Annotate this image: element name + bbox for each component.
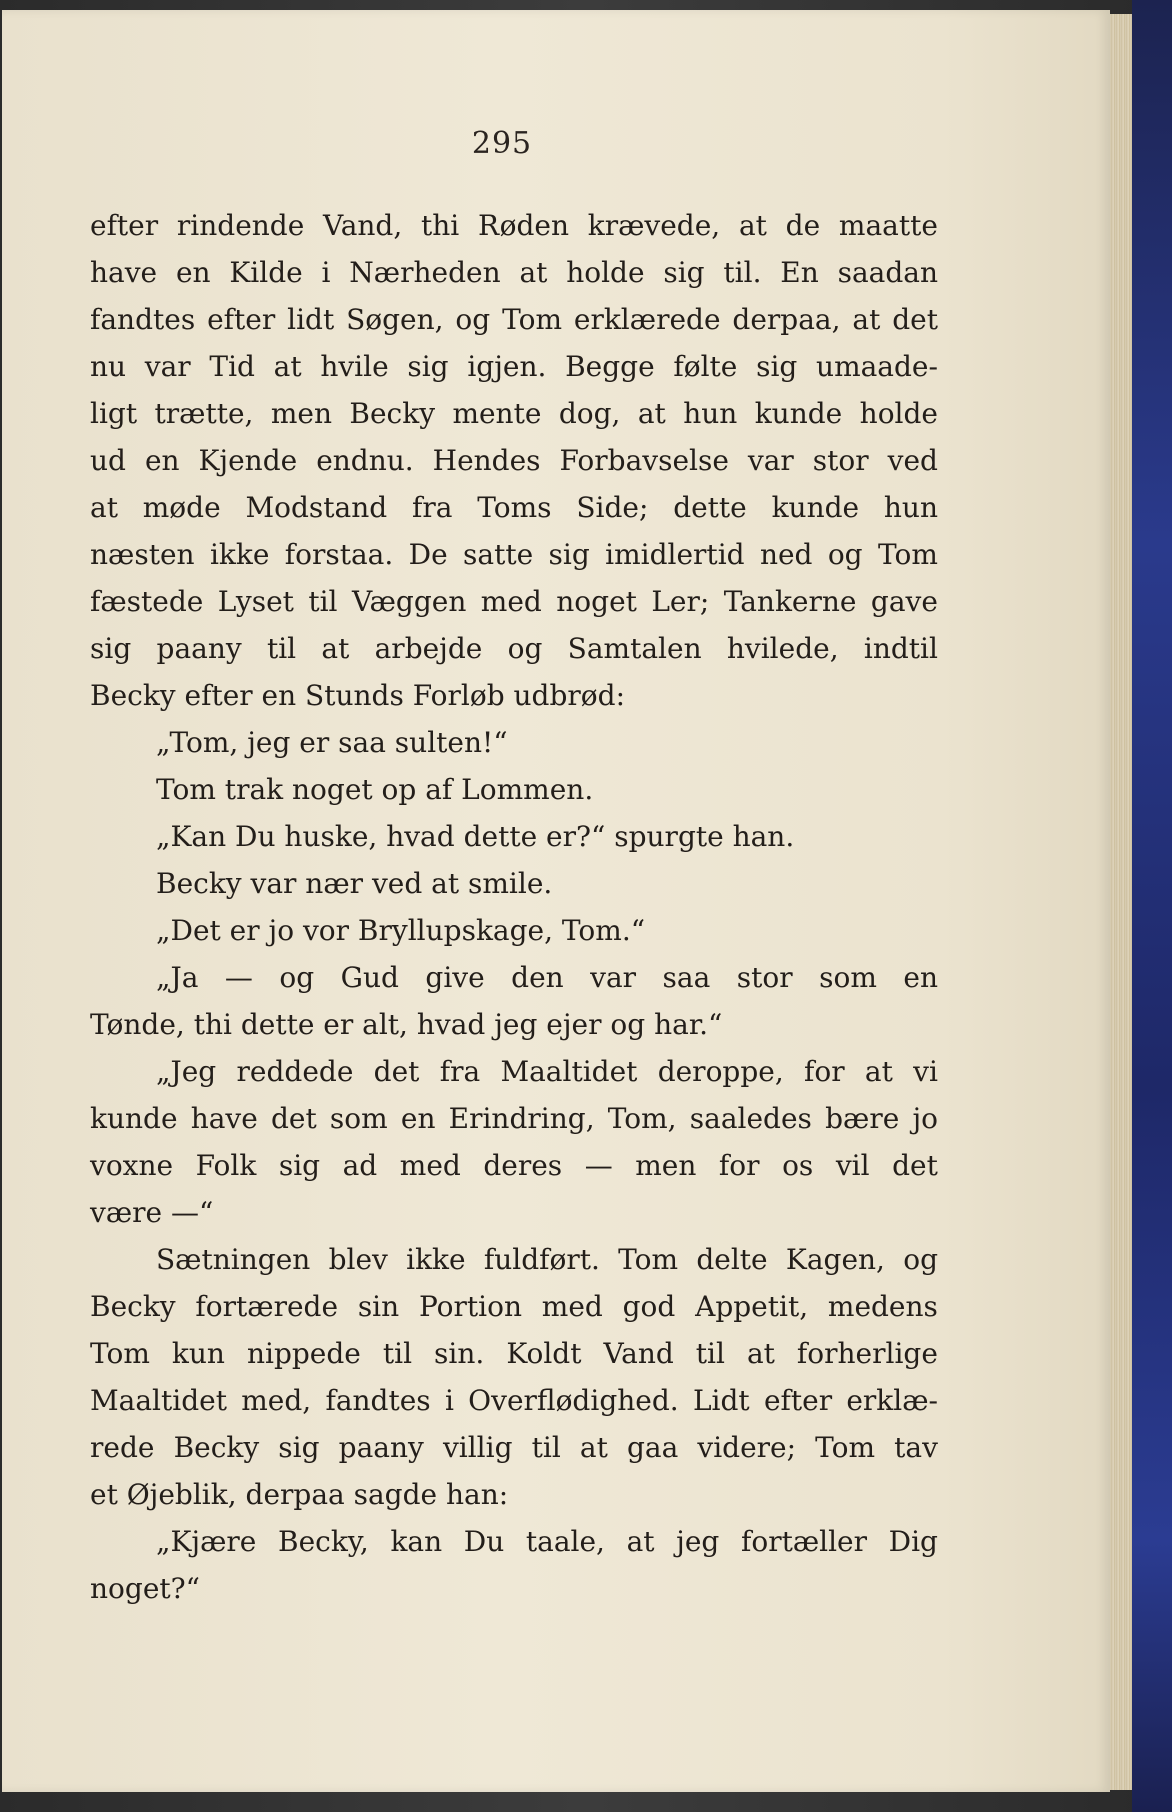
text-line — [90, 1518, 938, 1565]
word: videre; — [697, 1431, 797, 1464]
word: fortærede — [195, 1290, 339, 1323]
word: Lyset — [217, 585, 294, 618]
word: Væggen — [351, 585, 467, 618]
word: efter — [90, 209, 159, 242]
word: at — [864, 1055, 893, 1088]
text-line — [90, 625, 938, 672]
word: Du — [463, 1525, 505, 1558]
word: til — [266, 632, 297, 665]
word: hun — [683, 397, 738, 430]
word: efter — [763, 1384, 833, 1417]
word: Side; — [576, 491, 649, 524]
word: krævede, — [587, 209, 721, 242]
word: Hendes — [432, 444, 541, 477]
word: Røden — [478, 209, 569, 242]
word: kunde — [754, 397, 843, 430]
word: men — [270, 397, 332, 430]
word: Maaltidet — [500, 1055, 638, 1088]
word: medens — [827, 1290, 938, 1323]
text-line — [90, 296, 938, 343]
word: Tom — [90, 1337, 150, 1370]
word: forstaa. — [284, 538, 394, 571]
word: ad — [342, 1149, 378, 1182]
word: i — [321, 256, 331, 289]
word: rindende — [176, 209, 305, 242]
word: holde — [859, 397, 938, 430]
word: sig — [278, 1431, 320, 1464]
word: Becky — [173, 1431, 260, 1464]
word: Nærheden — [349, 256, 501, 289]
word: stor — [736, 961, 793, 994]
word: med — [399, 1149, 461, 1182]
word: vil — [835, 1149, 870, 1182]
word: kunde — [771, 491, 860, 524]
word: Kjende — [198, 444, 298, 477]
word: var — [590, 961, 637, 994]
word: til. — [723, 256, 762, 289]
word: saadan — [837, 256, 938, 289]
word: som — [329, 1102, 388, 1135]
word: det — [892, 1149, 938, 1182]
word: den — [511, 961, 564, 994]
word: ved — [887, 444, 938, 477]
word: Tom — [618, 1243, 679, 1276]
word: Lidt — [692, 1384, 750, 1417]
word: og — [507, 632, 543, 665]
word: sin. — [434, 1337, 485, 1370]
word: fortæller — [740, 1525, 868, 1558]
word: have — [90, 256, 158, 289]
word: Portion — [418, 1290, 522, 1323]
word: En — [780, 256, 819, 289]
word: vi — [913, 1055, 938, 1088]
word: det — [271, 1102, 317, 1135]
word: at — [738, 209, 767, 242]
word: nippede — [246, 1337, 361, 1370]
word: til — [308, 585, 338, 618]
word: satte — [463, 538, 534, 571]
text-line — [90, 531, 938, 578]
word: — — [224, 961, 253, 994]
word: indtil — [863, 632, 938, 665]
word: os — [782, 1149, 814, 1182]
word: Koldt — [506, 1337, 582, 1370]
word: sig — [756, 350, 798, 383]
text-line — [90, 578, 938, 625]
word: Becky, — [278, 1525, 369, 1558]
book-cover-cloth — [1132, 0, 1172, 1812]
word: Toms — [477, 491, 552, 524]
word: til — [382, 1337, 413, 1370]
word: tav — [894, 1431, 938, 1464]
word: Tid — [209, 350, 255, 383]
text-line — [90, 202, 938, 249]
word: fuldført. — [483, 1243, 600, 1276]
word: Folk — [195, 1149, 257, 1182]
word: erklærede — [573, 303, 721, 336]
text-line — [90, 1283, 938, 1330]
word: erklæ- — [846, 1384, 938, 1417]
text-line: „Kan Du huske, hvad dette er?“ spurgte han. — [156, 820, 795, 853]
text-line — [90, 1142, 938, 1189]
word: følte — [673, 350, 738, 383]
word: deres — [483, 1149, 563, 1182]
book-page — [2, 10, 1110, 1792]
word: næsten — [90, 538, 195, 571]
text-line — [90, 1048, 938, 1095]
word: Tom, — [607, 1102, 677, 1135]
word: Tankerne — [723, 585, 857, 618]
word: Appetit, — [695, 1290, 809, 1323]
word: men — [635, 1149, 697, 1182]
word: reddede — [236, 1055, 354, 1088]
word: endnu. — [316, 444, 414, 477]
text-line: et Øjeblik, derpaa sagde han: — [90, 1478, 509, 1511]
word: stor — [812, 444, 869, 477]
word: gaa — [626, 1431, 679, 1464]
word: paany — [156, 632, 242, 665]
text-line: Becky efter en Stunds Forløb udbrød: — [90, 679, 626, 712]
word: igjen. — [467, 350, 547, 383]
word: saaledes — [689, 1102, 812, 1135]
word: thi — [421, 209, 460, 242]
word: til — [695, 1337, 725, 1370]
text-line — [90, 1330, 938, 1377]
word: Tom — [815, 1431, 876, 1464]
text-line: noget?“ — [90, 1572, 200, 1605]
word: fæstede — [90, 585, 204, 618]
word: for — [804, 1055, 845, 1088]
word: Tom — [502, 303, 562, 336]
word: fandtes — [90, 303, 196, 336]
word: at — [519, 256, 548, 289]
word: „Kjære — [156, 1525, 257, 1558]
word: Modstand — [245, 491, 388, 524]
word: have — [190, 1102, 258, 1135]
text-line — [90, 343, 938, 390]
word: Maaltidet — [90, 1384, 227, 1417]
text-line: Becky var nær ved at smile. — [156, 867, 553, 900]
word: fra — [439, 1055, 481, 1088]
word: maatte — [838, 209, 938, 242]
word: at — [637, 397, 666, 430]
word: med, — [241, 1384, 312, 1417]
word: jeg — [676, 1525, 720, 1558]
word: at — [321, 632, 350, 665]
word: det — [373, 1055, 420, 1088]
word: taale, — [525, 1525, 605, 1558]
word: ikke — [209, 538, 270, 571]
word: paany — [338, 1431, 424, 1464]
word: Gud — [340, 961, 399, 994]
word: til — [531, 1431, 561, 1464]
word: møde — [142, 491, 221, 524]
word: kunde — [90, 1102, 178, 1135]
word: umaade- — [816, 350, 938, 383]
word: i — [444, 1384, 454, 1417]
word: Søgen, — [346, 303, 444, 336]
word: noget — [556, 585, 637, 618]
text-line — [90, 1377, 938, 1424]
word: Dig — [888, 1525, 938, 1558]
word: en — [144, 444, 180, 477]
text-line: være —“ — [90, 1196, 214, 1229]
word: sig — [278, 1149, 321, 1182]
text-line: „Det er jo vor Bryllupskage, Tom.“ — [156, 914, 646, 947]
text-line — [90, 437, 938, 484]
word: kun — [171, 1337, 225, 1370]
word: efter — [207, 303, 276, 336]
word: en — [400, 1102, 436, 1135]
word: Tom — [877, 538, 938, 571]
word: Overflødighed. — [468, 1384, 679, 1417]
word: Samtalen — [567, 632, 702, 665]
word: lidt — [287, 303, 335, 336]
word: Forbavselse — [559, 444, 729, 477]
word: deroppe, — [657, 1055, 784, 1088]
word: „Ja — [156, 961, 199, 994]
word: og — [827, 538, 863, 571]
word: Ler; — [651, 585, 710, 618]
word: sig — [407, 350, 449, 383]
word: delte — [696, 1243, 768, 1276]
text-line — [90, 249, 938, 296]
word: villig — [442, 1431, 513, 1464]
word: — — [584, 1149, 613, 1182]
word: at — [746, 1337, 775, 1370]
word: at — [90, 491, 118, 524]
word: hvilede, — [726, 632, 839, 665]
text-line — [90, 484, 938, 531]
word: med — [480, 585, 542, 618]
word: de — [785, 209, 821, 242]
word: at — [852, 303, 881, 336]
word: trætte, — [154, 397, 254, 430]
word: dette — [673, 491, 747, 524]
text-line — [90, 390, 938, 437]
body-text — [90, 202, 938, 1612]
word: kan — [390, 1525, 443, 1558]
word: Becky — [90, 1290, 176, 1323]
word: sig — [663, 256, 705, 289]
word: bære — [825, 1102, 900, 1135]
word: Becky — [349, 397, 436, 430]
word: hvile — [320, 350, 389, 383]
word: arbejde — [374, 632, 483, 665]
word: med — [541, 1290, 603, 1323]
word: fra — [411, 491, 453, 524]
word: Vand, — [323, 209, 403, 242]
word: Begge — [565, 350, 655, 383]
word: voxne — [90, 1149, 174, 1182]
word: Kagen, — [785, 1243, 885, 1276]
word: dog, — [558, 397, 621, 430]
word: nu — [90, 350, 127, 383]
word: ned — [759, 538, 813, 571]
word: rede — [90, 1431, 155, 1464]
word: mente — [452, 397, 542, 430]
text-line — [90, 1424, 938, 1471]
word: som — [819, 961, 877, 994]
word: Erindring, — [448, 1102, 595, 1135]
word: Kilde — [229, 256, 303, 289]
text-line: Tom trak noget op af Lommen. — [156, 773, 594, 806]
word: hun — [883, 491, 938, 524]
word: imidlertid — [605, 538, 745, 571]
text-line: „Tom, jeg er saa sulten!“ — [156, 726, 508, 759]
word: sig — [90, 632, 132, 665]
word: ikke — [406, 1243, 466, 1276]
word: holde — [566, 256, 645, 289]
text-line — [90, 1095, 938, 1142]
text-line — [90, 1236, 938, 1283]
word: en — [175, 256, 211, 289]
word: forherlige — [796, 1337, 938, 1370]
word: og — [903, 1243, 938, 1276]
word: blev — [328, 1243, 388, 1276]
word: en — [903, 961, 938, 994]
word: at — [579, 1431, 608, 1464]
word: for — [718, 1149, 760, 1182]
word: Vand — [603, 1337, 674, 1370]
word: ligt — [90, 397, 138, 430]
word: og — [455, 303, 491, 336]
word: og — [279, 961, 315, 994]
word: Sætningen — [156, 1243, 311, 1276]
word: sig — [548, 538, 590, 571]
text-line — [90, 954, 938, 1001]
page-edges — [1110, 14, 1132, 1790]
word: god — [622, 1290, 676, 1323]
word: fandtes — [325, 1384, 431, 1417]
text-line: Tønde, thi dette er alt, hvad jeg ejer og har.“ — [90, 1008, 723, 1041]
word: at — [273, 350, 302, 383]
word: jo — [912, 1102, 938, 1135]
word: sin — [357, 1290, 400, 1323]
word: gave — [870, 585, 938, 618]
word: saa — [662, 961, 711, 994]
word: De — [408, 538, 448, 571]
word: var — [144, 350, 191, 383]
word: „Jeg — [156, 1055, 217, 1088]
word: det — [892, 303, 938, 336]
word: give — [425, 961, 485, 994]
word: at — [626, 1525, 655, 1558]
word: ud — [90, 444, 126, 477]
word: var — [747, 444, 794, 477]
page-number: 295 — [471, 126, 533, 161]
word: derpaa, — [732, 303, 841, 336]
